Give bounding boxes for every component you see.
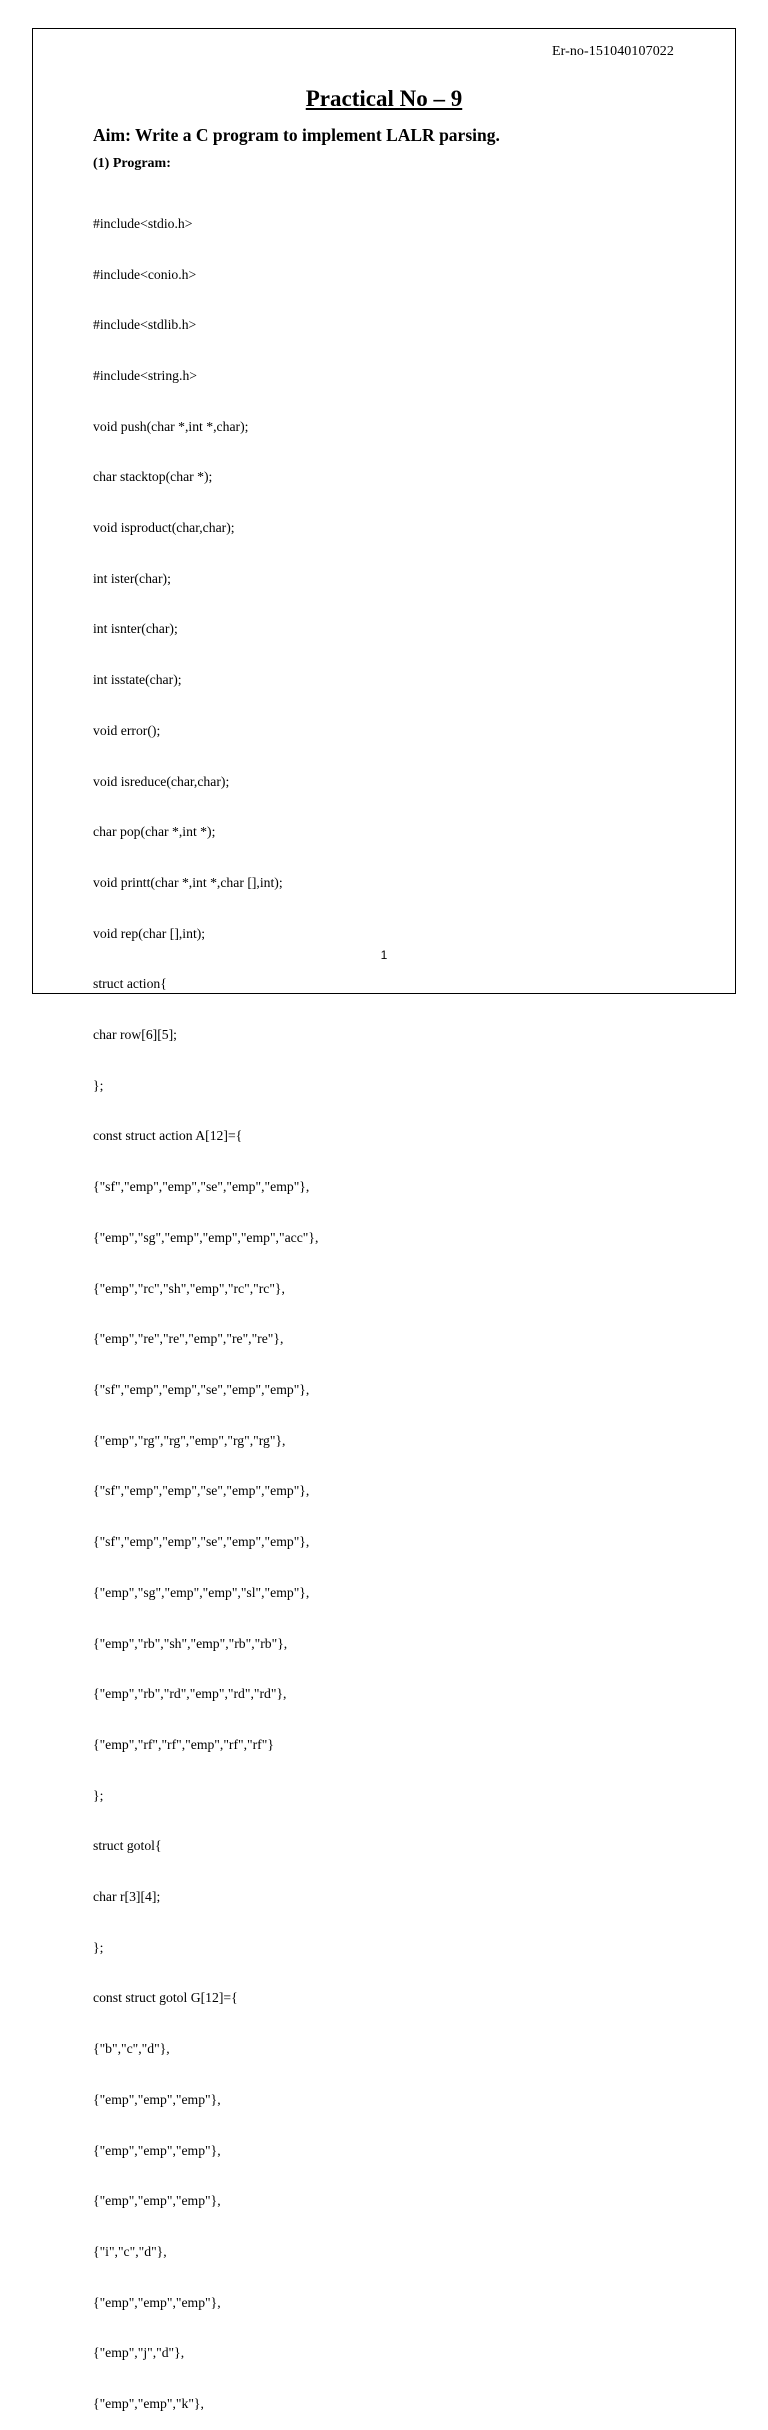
code-line: char row[6][5]; <box>93 1027 177 1043</box>
code-line: {"emp","emp","emp"}, <box>93 2294 221 2310</box>
code-line: {"emp","rf","rf","emp","rf","rf"} <box>93 1736 274 1752</box>
section-heading: (1) Program: <box>93 156 171 171</box>
aim-statement: Aim: Write a C program to implement LALR parsing. <box>93 125 500 145</box>
code-line: {"emp","emp","k"}, <box>93 2396 204 2412</box>
code-line: int ister(char); <box>93 570 171 586</box>
code-line: int isstate(char); <box>93 672 182 688</box>
code-line: }; <box>93 1939 104 1955</box>
code-line: const struct gotol G[12]={ <box>93 1990 238 2006</box>
code-line: {"emp","rg","rg","emp","rg","rg"}, <box>93 1432 286 1448</box>
code-line: {"sf","emp","emp","se","emp","emp"}, <box>93 1483 310 1499</box>
enrollment-number: Er-no-151040107022 <box>551 44 674 59</box>
code-line: #include<conio.h> <box>93 266 197 282</box>
code-line: {"emp","emp","emp"}, <box>93 2091 221 2107</box>
code-line: {"emp","re","re","emp","re","re"}, <box>93 1331 284 1347</box>
code-line: {"emp","rb","sh","emp","rb","rb"}, <box>93 1635 288 1651</box>
code-line: void rep(char [],int); <box>93 925 206 941</box>
code-line: void push(char *,int *,char); <box>93 418 249 434</box>
page-title: Practical No – 9 <box>305 86 463 111</box>
code-line: #include<string.h> <box>93 367 198 383</box>
code-line: void isproduct(char,char); <box>93 520 235 536</box>
code-line: {"emp","sg","emp","emp","sl","emp"}, <box>93 1584 310 1600</box>
code-line: struct action{ <box>93 976 167 992</box>
code-line: {"emp","rc","sh","emp","rc","rc"}, <box>93 1280 285 1296</box>
code-line: void printt(char *,int *,char [],int); <box>93 874 283 890</box>
code-line: }; <box>93 1787 104 1803</box>
code-line: {"emp","emp","emp"}, <box>93 2142 221 2158</box>
code-line: #include<stdlib.h> <box>93 317 197 333</box>
code-line: {"emp","sg","emp","emp","emp","acc"}, <box>93 1229 319 1245</box>
page-number: 1 <box>380 948 388 962</box>
code-block <box>93 182 318 2430</box>
code-line: struct gotol{ <box>93 1838 162 1854</box>
code-line: {"sf","emp","emp","se","emp","emp"}, <box>93 1534 310 1550</box>
code-line: int isnter(char); <box>93 621 178 637</box>
code-line: char pop(char *,int *); <box>93 824 216 840</box>
code-line: char r[3][4]; <box>93 1889 161 1905</box>
code-line: char stacktop(char *); <box>93 469 213 485</box>
code-line: {"emp","rb","rd","emp","rd","rd"}, <box>93 1686 287 1702</box>
code-line: {"b","c","d"}, <box>93 2041 170 2057</box>
code-line: {"emp","j","d"}, <box>93 2345 185 2361</box>
code-line: void error(); <box>93 722 161 738</box>
code-line: {"sf","emp","emp","se","emp","emp"}, <box>93 1179 310 1195</box>
code-line: void isreduce(char,char); <box>93 773 230 789</box>
code-line: #include<stdio.h> <box>93 215 193 231</box>
code-line: {"i","c","d"}, <box>93 2243 167 2259</box>
code-line: }; <box>93 1077 104 1093</box>
code-line: {"emp","emp","emp"}, <box>93 2193 221 2209</box>
code-line: {"sf","emp","emp","se","emp","emp"}, <box>93 1381 310 1397</box>
code-line: const struct action A[12]={ <box>93 1128 243 1144</box>
